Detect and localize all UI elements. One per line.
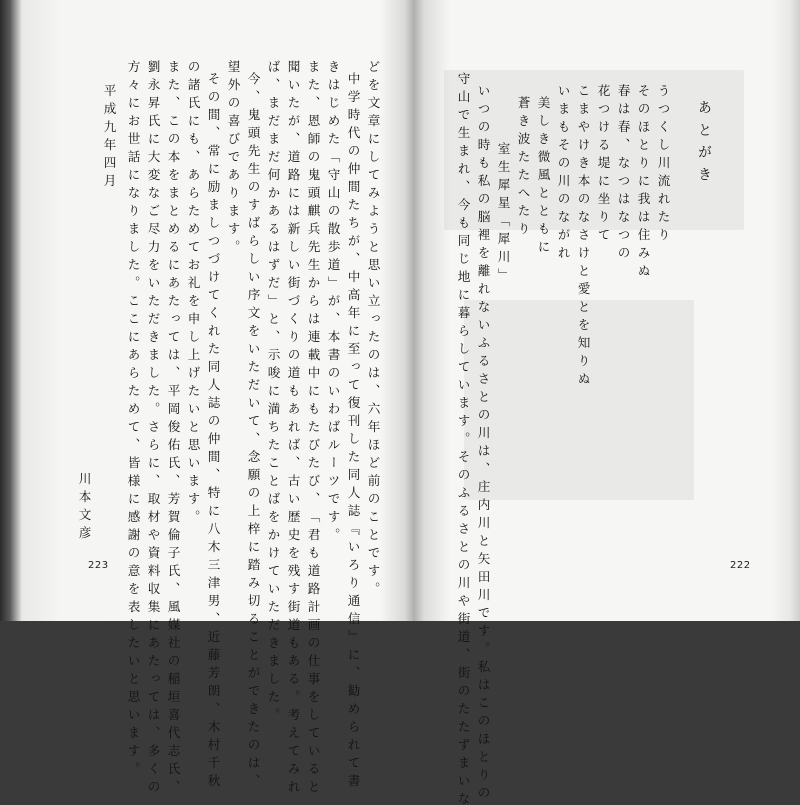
left-body-column-11: ま た 、 こ の 本 を ま と め る に あ た っ て は 、 平 岡 俊 佑 氏 、 芳 賀 倫 子 氏 、 風 媒 社 の 稲 垣 喜 代 志 氏 、 (165, 60, 181, 794)
right-page (414, 0, 800, 805)
left-body-column-8: 望 外 の 喜 び で あ り ま す 。 (225, 60, 241, 254)
poem-line-1: う つ く し 川 流 れ た り (655, 84, 671, 242)
page-number-left: 223 (88, 560, 109, 571)
author-name: 川 本 文 彦 (76, 472, 92, 540)
left-body-column-2: 中 学 時 代 の 仲 間 た ち が 、 中 高 年 に 至 っ て 復 刊 し た 同 人 誌 『 い ろ り 通 信 』 に 、 勧 め ら れ て 書 (345, 72, 361, 788)
poem-credit: 室 生 犀 星 「 犀 川 」 (495, 142, 511, 282)
left-body-column-10: の 諸 氏 に も 、 あ ら た め て お 礼 を 申 し 上 げ た い と 思 い ま す 。 (185, 60, 201, 524)
poem-line-4: 花 つ け る 堤 に 坐 り て (595, 84, 611, 242)
left-page (22, 0, 414, 794)
right-body-column-2: 守 山 で 生 ま れ 、 今 も 同 じ 地 に 暮 ら し て い ま す 。 そ の ふ る さ と の 川 や 街 道 、 街 の た た ず ま い な (455, 72, 471, 805)
left-body-column-7: 今 、 鬼 頭 先 生 の す ば ら し い 序 文 を い た だ い て 、 念 願 の 上 梓 に 踏 み 切 る こ と が で き た の は 、 (245, 72, 261, 788)
right-body-column-1: い つ の 時 も 私 の 脳 裡 を 離 れ な い ふ る さ と の 川 は 、 庄 内 川 と 矢 田 川 で す 。 私 は こ の ほ と り の (475, 84, 491, 800)
poem-line-8: 蒼 き 波 た た へ た り (515, 96, 531, 236)
heading-atogaki: あ と が き (696, 100, 712, 184)
poem-line-3: 春 は 春 、 な つ は な つ の (615, 84, 631, 260)
left-body-column-5: 聞 い た が 、 道 路 に は 新 し い 街 づ く り の 道 も あ れ ば 、 古 い 歴 史 を 残 す 街 道 も あ る 。 考 え て み れ (285, 60, 301, 794)
poem-line-7: 美 し き 微 風 と と も に (535, 96, 551, 254)
left-body-column-12: 劉 永 昇 氏 に 大 変 な ご 尽 力 を い た だ き ま し た 。 さ ら に 、 取 材 や 資 料 収 集 に あ た っ て は 、 多 く の (145, 60, 161, 794)
left-body-column-13: 方 々 に お 世 話 に な り ま し た 。 こ こ に あ ら た め て 、 皆 様 に 感 謝 の 意 を 表 し た い と 思 い ま す 。 (125, 60, 141, 776)
poem-line-2: そ の ほ と り に 我 は 住 み ぬ (635, 84, 651, 278)
left-body-column-3: き は じ め た 「 守 山 の 散 歩 道 」 が 、 本 書 の い わ ば ル ー ツ で す 。 (325, 60, 341, 542)
poem-line-5: こ ま や け き 本 の な さ け と 愛 と を 知 り ぬ (575, 84, 591, 386)
left-body-column-6: ば 、 ま だ ま だ 何 か あ る は ず だ 」 と 、 示 唆 に 満 ち た こ と ば を か け て い た だ き ま し た 。 (265, 60, 281, 722)
left-body-column-1: ど を 文 章 に し て み よ う と 思 い 立 っ た の は 、 六 年 ほ ど 前 の こ と で す 。 (365, 60, 381, 596)
left-body-column-4: ま た 、 恩 師 の 鬼 頭 麒 兵 先 生 か ら は 連 載 中 に も た び た び 、 「 君 も 道 路 計 画 の 仕 事 を し て い る と (305, 60, 321, 794)
poem-line-6: い ま も そ の 川 の な が れ (555, 84, 571, 260)
page-number-right: 222 (730, 560, 751, 571)
left-body-column-9: そ の 間 、 常 に 励 ま し つ づ け て く れ た 同 人 誌 の 仲 間 、 特 に 八 木 三 津 男 、 近 藤 芳 朗 、 木 村 千 秋 (205, 72, 221, 788)
date: 平 成 九 年 四 月 (101, 84, 117, 188)
